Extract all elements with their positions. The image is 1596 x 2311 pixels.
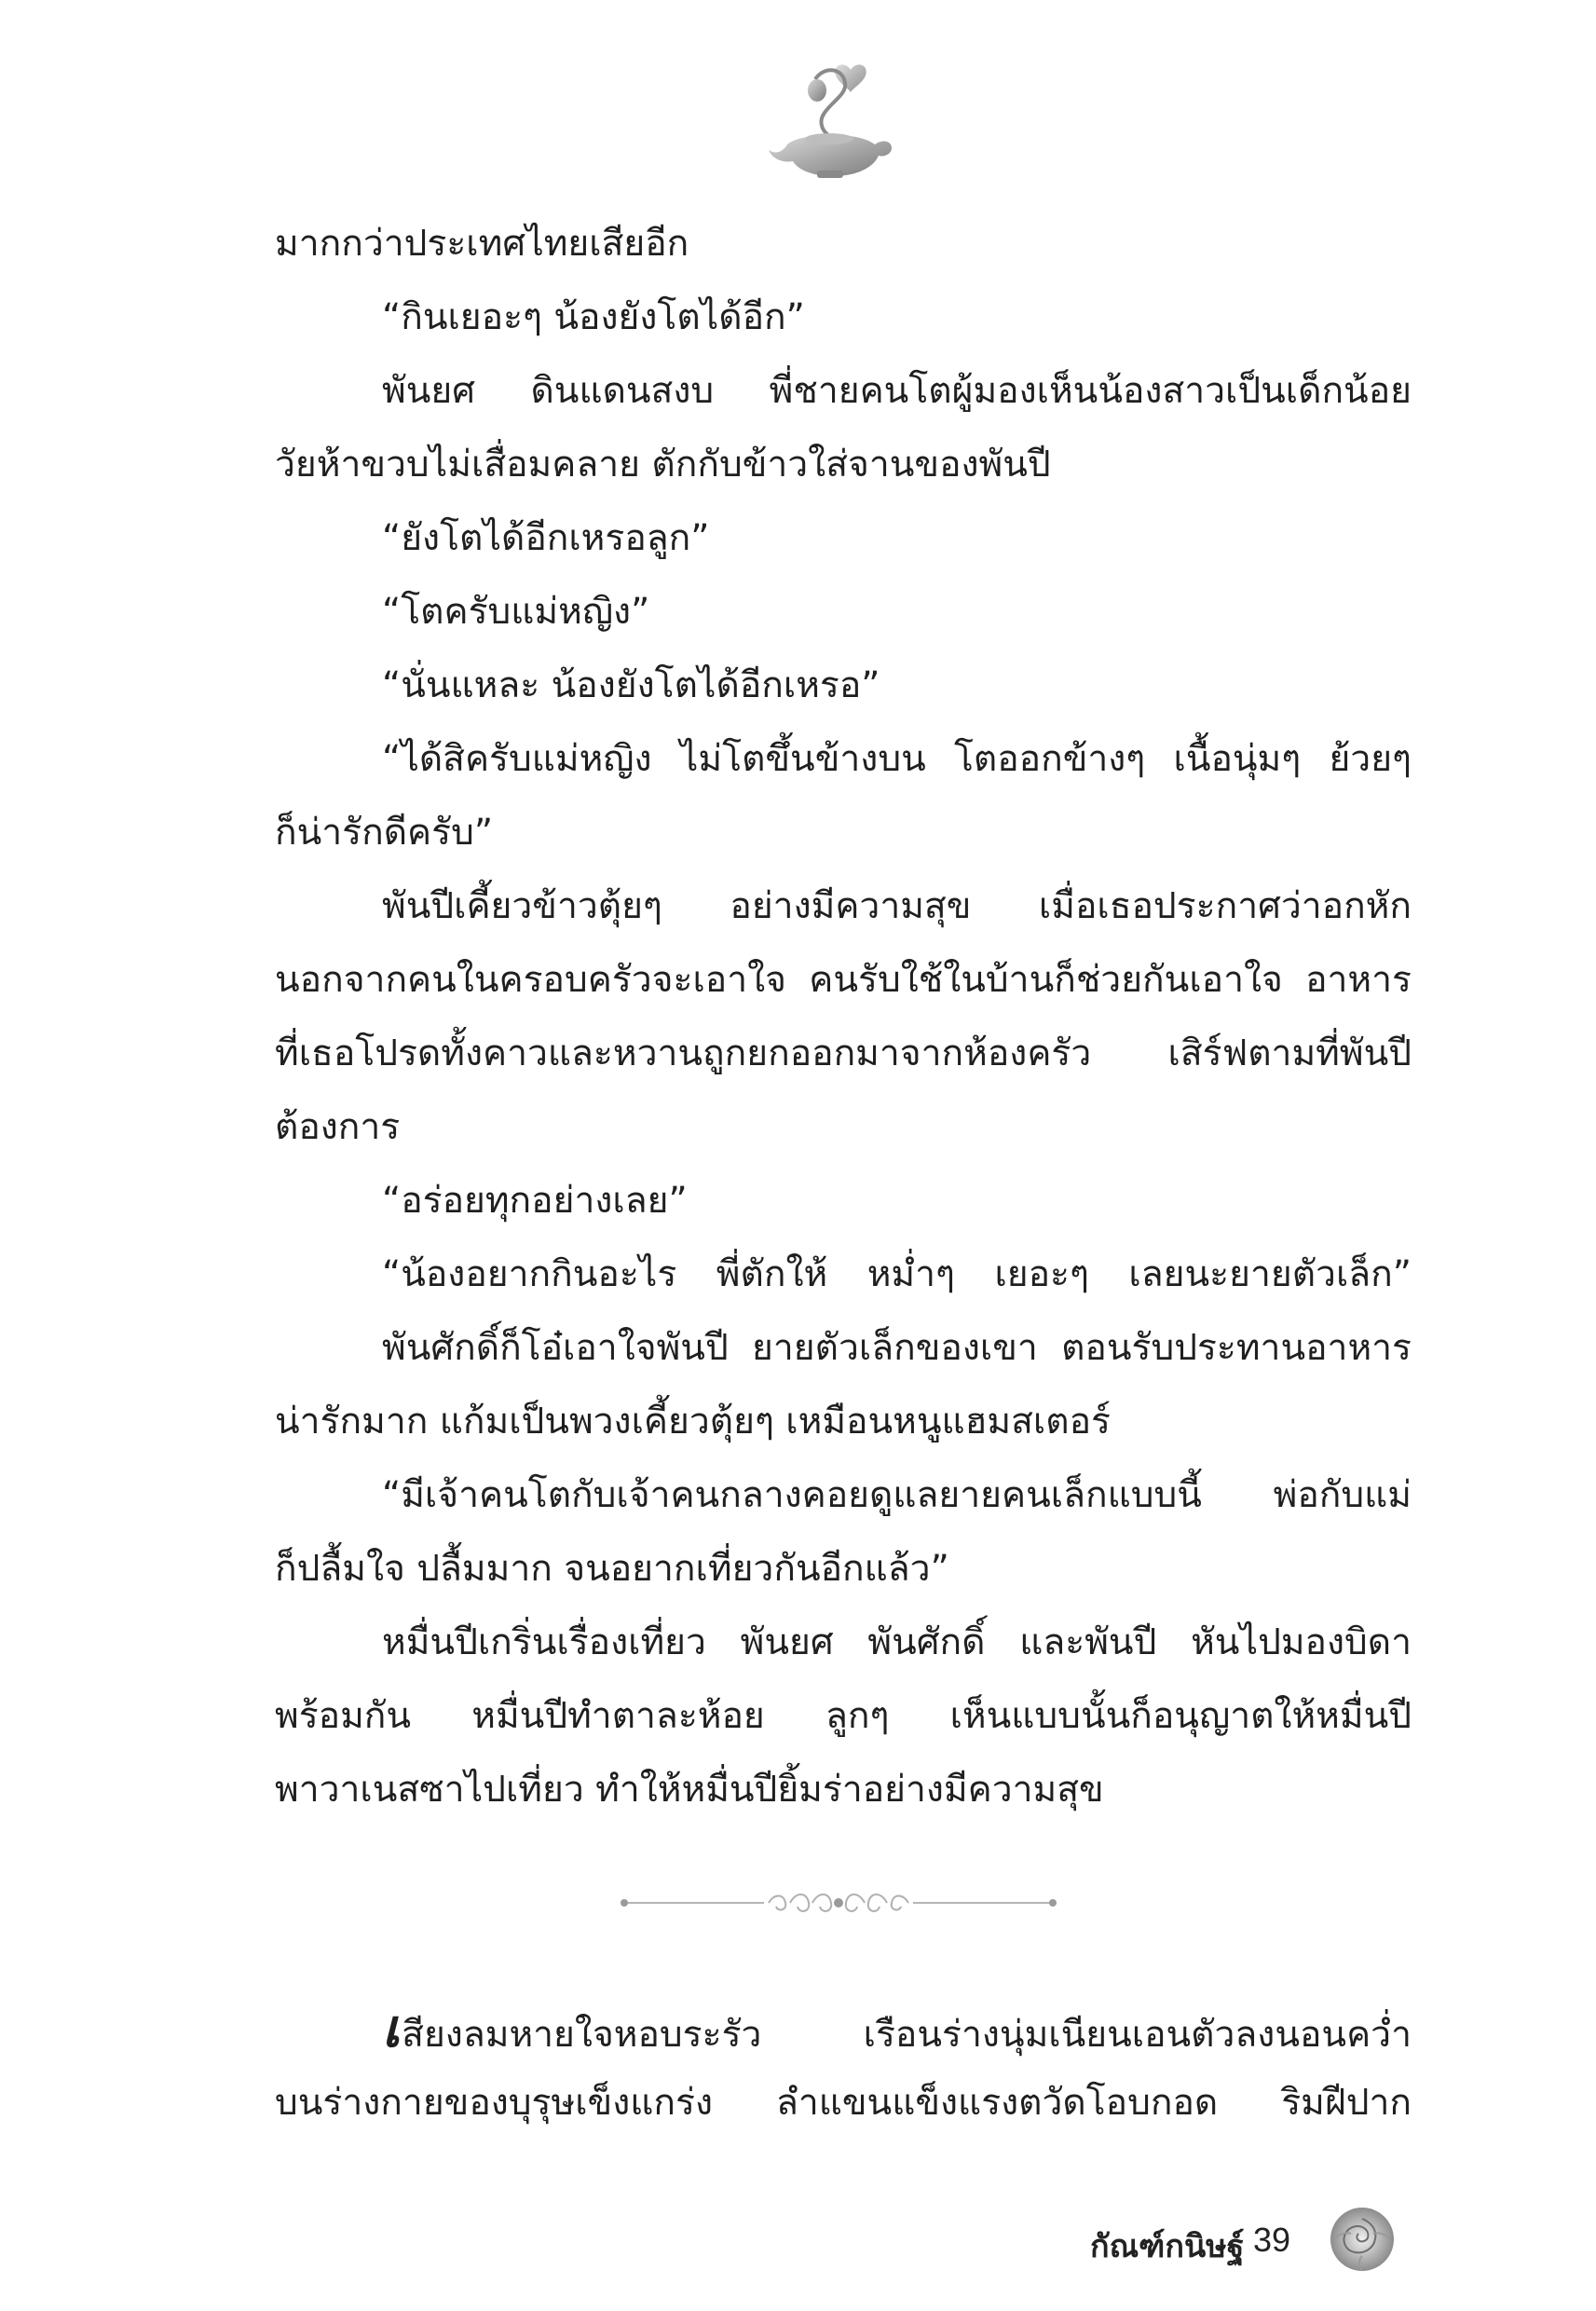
text-line: พันศักดิ์ก็โอ๋เอาใจพันปี ยายตัวเล็กของเขา ตอนรับประทานอาหาร bbox=[382, 1327, 1412, 1369]
text-line: หมื่นปีเกริ่นเรื่องเที่ยว พันยศ พันศักดิ์ และพันปี หันไปมองบิดา bbox=[382, 1621, 1412, 1663]
text-line: พันยศ ดินแดนสงบ พี่ชายคนโตผู้มองเห็นน้องสาวเป็นเด็กน้อย bbox=[382, 370, 1412, 412]
text-line: “น้องอยากกินอะไร พี่ตักให้ หม่ำๆ เยอะๆ เลยนะยายตัวเล็ก” bbox=[382, 1253, 1412, 1295]
genie-lamp-icon bbox=[759, 51, 899, 191]
book-title: กัณฑ์กนิษฐ์ bbox=[1090, 2229, 1245, 2264]
dropcap: เ bbox=[382, 1998, 402, 2059]
section-text bbox=[275, 1992, 1412, 2140]
flourish-divider-icon bbox=[615, 1884, 1062, 1921]
text-line: “อร่อยทุกอย่างเลย” bbox=[382, 1180, 688, 1222]
rose-icon bbox=[1325, 2202, 1399, 2277]
text-line: นอกจากคนในครอบครัวจะเอาใจ คนรับใช้ในบ้านก็ช่วยกันเอาใจ อาหาร bbox=[275, 959, 1412, 1001]
text-line: วัยห้าขวบไม่เสื่อมคลาย ตักกับข้าวใส่จานของพันปี bbox=[275, 444, 1051, 485]
page-footer bbox=[1090, 2213, 1528, 2278]
text-line: “ได้สิครับแม่หญิง ไม่โตขึ้นข้างบน โตออกข้างๆ เนื้อนุ่มๆ ย้วยๆ bbox=[382, 738, 1412, 780]
text-line: น่ารักมาก แก้มเป็นพวงเคี้ยวตุ้ยๆ เหมือนหนูแฮมสเตอร์ bbox=[275, 1401, 1111, 1443]
page-number: 39 bbox=[1253, 2221, 1291, 2259]
text-line: พร้อมกัน หมื่นปีทำตาละห้อย ลูกๆ เห็นแบบนั้นก็อนุญาตให้หมื่นปี bbox=[275, 1695, 1412, 1737]
text-line: “มีเจ้าคนโตกับเจ้าคนกลางคอยดูแลยายคนเล็กแบบนี้ พ่อกับแม่ bbox=[382, 1474, 1412, 1516]
text-line: “นั่นแหละ น้องยังโตได้อีกเหรอ” bbox=[382, 664, 880, 706]
section-line-2: บนร่างกายของบุรุษเข็งแกร่ง ลำแขนแข็งแรงตวัดโอบกอด ริมฝีปาก bbox=[275, 2082, 1412, 2124]
section-line-1-text: สียงลมหายใจหอบระรัว เรือนร่างนุ่มเนียนเอนตัวลงนอนคว่ำ bbox=[402, 2014, 1412, 2056]
text-line: “กินเยอะๆ น้องยังโตได้อีก” bbox=[382, 296, 805, 338]
section-line-1 bbox=[275, 1992, 1412, 2066]
text-line: ก็ปลื้มใจ ปลื้มมาก จนอยากเที่ยวกันอีกแล้ว” bbox=[275, 1548, 949, 1590]
text-line: ก็น่ารักดีครับ” bbox=[275, 812, 494, 854]
text-line: ที่เธอโปรดทั้งคาวและหวานถูกยกออกมาจากห้องครัว เสิร์ฟตามที่พันปี bbox=[275, 1032, 1412, 1074]
body-text bbox=[275, 207, 1412, 1826]
text-line: “โตครับแม่หญิง” bbox=[382, 591, 650, 633]
text-line: ต้องการ bbox=[275, 1106, 401, 1148]
text-line: “ยังโตได้อีกเหรอลูก” bbox=[382, 517, 710, 559]
text-line: มากกว่าประเทศไทยเสียอีก bbox=[275, 223, 689, 265]
text-line: พันปีเคี้ยวข้าวตุ้ยๆ อย่างมีความสุข เมื่อเธอประกาศว่าอกหัก bbox=[382, 885, 1412, 927]
text-line: พาวาเนสซาไปเที่ยว ทำให้หมื่นปียิ้มร่าอย่างมีความสุข bbox=[275, 1769, 1104, 1811]
